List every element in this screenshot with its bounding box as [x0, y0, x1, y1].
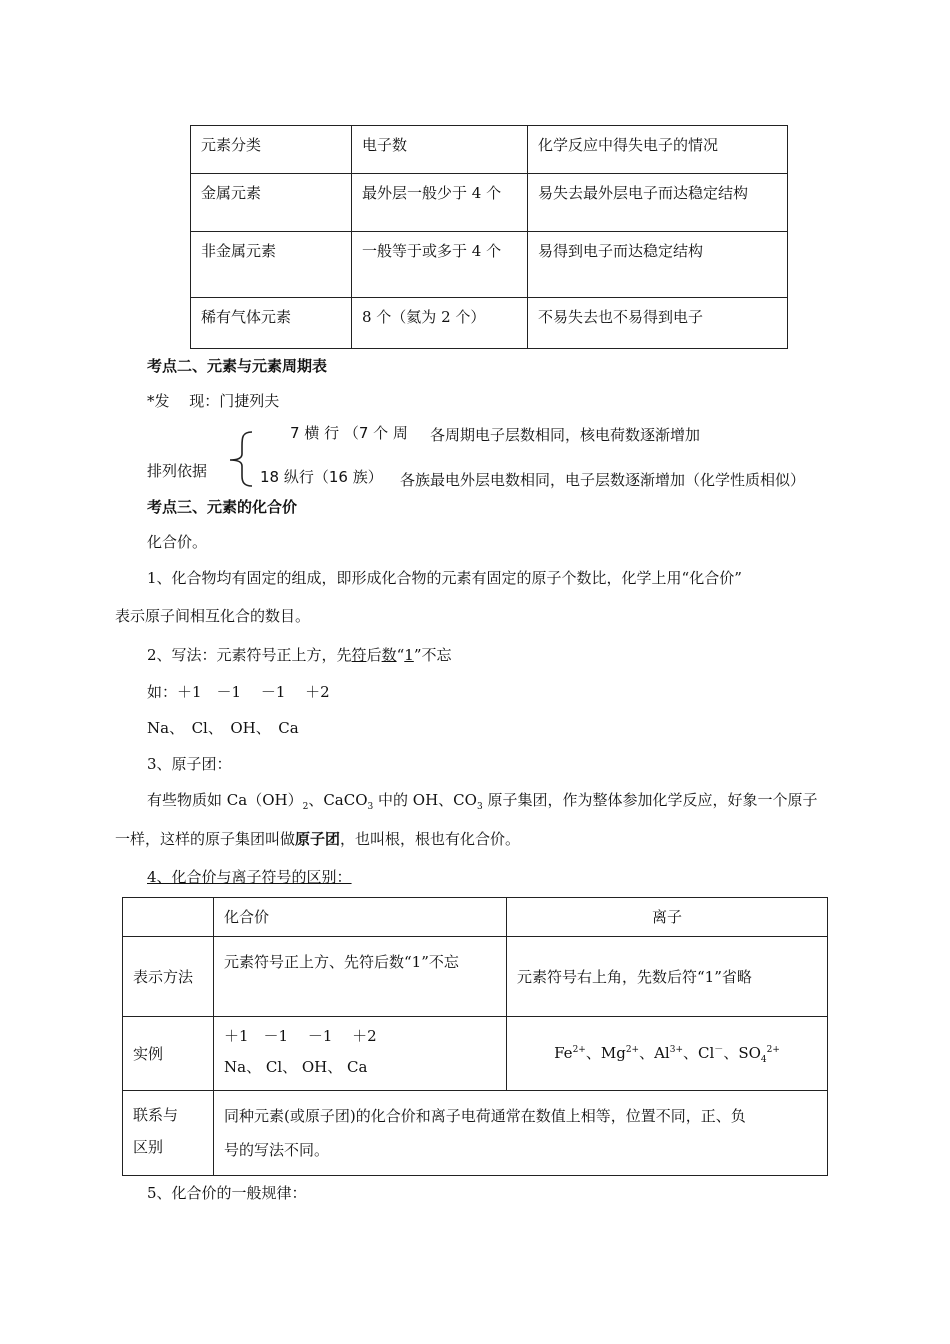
writing-rule — [147, 644, 451, 665]
text-span: 有些物质如 Ca（OH） — [147, 791, 303, 809]
text-span: 一样，这样的原子集团叫做 — [115, 830, 296, 848]
row-description: 各周期电子层数相同，核电荷数逐渐增加 — [430, 426, 701, 444]
subscript: 2 — [302, 802, 309, 812]
ion-examples-cell — [507, 1017, 828, 1091]
example-valences: ＋1 －1 －1 ＋2 — [224, 1027, 377, 1045]
section-heading: 考点三、元素的化合价 — [147, 498, 298, 516]
row-label: 7 横 行 （7 个 周 — [290, 424, 408, 442]
paragraph — [115, 828, 520, 849]
text-span: 后 — [366, 646, 382, 664]
table-cell: 8 个（氦为 2 个） — [352, 298, 528, 349]
subscript: 3 — [367, 802, 374, 812]
example-symbols: Na、 Cl、 OH、 Ca — [224, 1058, 368, 1076]
text-span: 原子集团，作为整体参加化学反应，好象一个原子 — [482, 791, 818, 809]
example-valences: 如：＋1 －1 －1 ＋2 — [147, 683, 330, 701]
discovery-line: *发 现：门捷列夫 — [147, 392, 280, 410]
text-span: ”不忘 — [413, 646, 452, 664]
curly-brace-icon — [224, 430, 256, 488]
ion-symbol: 、Al — [639, 1044, 670, 1062]
bold-term: 原子团 — [295, 830, 341, 848]
paragraph: 3、原子团： — [147, 755, 232, 773]
text-span: 1 — [404, 646, 414, 664]
row-label: 区别 — [133, 1138, 164, 1156]
example-symbols: Na、 Cl、 OH、 Ca — [147, 719, 299, 737]
subscript: 4 — [760, 1055, 767, 1065]
table-cell: 稀有气体元素 — [191, 298, 352, 349]
table-cell — [214, 1091, 828, 1176]
subheading: 4、化合价与离子符号的区别： — [147, 868, 352, 886]
superscript: 2+ — [572, 1045, 586, 1055]
table-header-cell: 元素分类 — [191, 126, 352, 174]
table-cell: 不易失去也不易得到电子 — [528, 298, 788, 349]
table-cell: 非金属元素 — [191, 232, 352, 298]
text-span: ，也叫根，根也有化合价。 — [340, 830, 521, 848]
text-span: 符 — [351, 646, 367, 664]
text-span: “ — [396, 646, 405, 664]
paragraph: 1、化合物均有固定的组成，即形成化合物的元素有固定的原子个数比，化学上用“化合价” — [147, 569, 742, 587]
table-cell: 元素符号正上方、先符后数“1”不忘 — [214, 937, 507, 1017]
paragraph: 5、化合价的一般规律： — [147, 1184, 307, 1202]
table-header-cell: 电子数 — [352, 126, 528, 174]
text-span: 数 — [381, 646, 397, 664]
text-span: 、CaCO — [308, 791, 368, 809]
paragraph — [147, 789, 817, 812]
ion-symbol: Fe — [554, 1044, 573, 1062]
column-label: 18 纵行（16 族） — [260, 468, 383, 486]
section-heading: 考点二、元素与元素周期表 — [147, 357, 328, 375]
superscript: － — [714, 1045, 724, 1055]
table-cell: 一般等于或多于 4 个 — [352, 232, 528, 298]
superscript: 3+ — [669, 1045, 684, 1055]
subscript: 3 — [476, 802, 483, 812]
text-span: 中的 OH、CO — [373, 791, 477, 809]
paragraph: 表示原子间相互化合的数目。 — [115, 607, 311, 625]
relation-text: 号的写法不同。 — [224, 1141, 330, 1159]
table-header-cell — [123, 898, 214, 937]
text-span: 2、写法：元素符号正上方，先 — [147, 646, 352, 664]
table-cell: 实例 — [123, 1017, 214, 1091]
table-header-cell: 离子 — [507, 898, 828, 937]
valence-vs-ion-table — [122, 897, 828, 1176]
paragraph: 化合价。 — [147, 533, 208, 551]
table-header-cell: 化学反应中得失电子的情况 — [528, 126, 788, 174]
table-cell: 易得到电子而达稳定结构 — [528, 232, 788, 298]
table-cell: 表示方法 — [123, 937, 214, 1017]
table-header-cell: 化合价 — [214, 898, 507, 937]
arrangement-basis-label: 排列依据 — [147, 462, 208, 480]
table-cell: 金属元素 — [191, 174, 352, 232]
table-cell: 元素符号右上角，先数后符“1”省略 — [507, 937, 828, 1017]
superscript: 2+ — [625, 1045, 640, 1055]
relation-text: 同种元素(或原子团)的化合价和离子电荷通常在数值上相等，位置不同，正、负 — [224, 1107, 746, 1125]
column-description: 各族最电外层电数相同，电子层数逐渐增加（化学性质相似） — [400, 471, 806, 489]
row-label: 联系与 — [133, 1106, 179, 1124]
table-cell: 最外层一般少于 4 个 — [352, 174, 528, 232]
ion-symbol: 、Cl — [683, 1044, 715, 1062]
table-cell — [214, 1017, 507, 1091]
ion-symbol: 、SO — [723, 1044, 761, 1062]
element-classification-table — [190, 125, 788, 349]
ion-symbol: 、Mg — [585, 1044, 626, 1062]
superscript: 2+ — [766, 1045, 780, 1055]
table-cell: 易失去最外层电子而达稳定结构 — [528, 174, 788, 232]
table-cell — [123, 1091, 214, 1176]
